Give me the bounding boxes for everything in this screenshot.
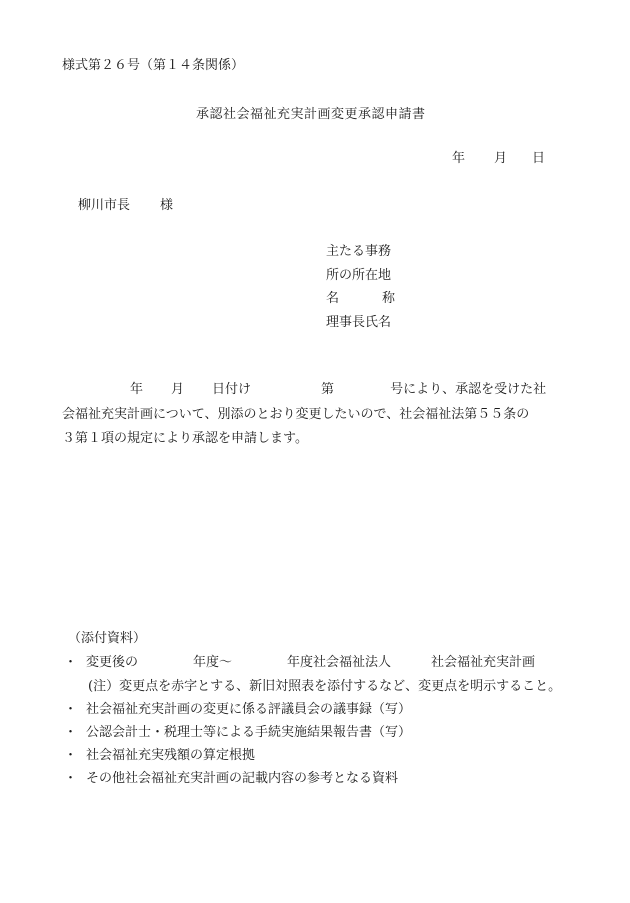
name-label-b: 称 [382, 291, 396, 306]
item1-part-a: 変更後の [86, 655, 139, 670]
body-year-label: 年 [130, 382, 144, 397]
attachment-item-5 [64, 772, 398, 785]
application-body [62, 378, 567, 452]
item3-text: 公認会計士・税理士等による手続実施結果報告書（写） [86, 725, 412, 740]
body-line-3: ３第１項の規定により承認を申請します。 [62, 431, 308, 446]
date-year-label: 年 [452, 151, 466, 166]
item2-text: 社会福祉充実計画の変更に係る評議員会の議事録（写） [86, 702, 412, 717]
body-month-label: 月 [171, 382, 185, 397]
addressee [78, 199, 173, 212]
corporation-name-label [326, 292, 395, 316]
bullet: ・ [64, 655, 78, 670]
document-title: 承認社会福祉充実計画変更承認申請書 [196, 107, 426, 122]
bullet: ・ [64, 771, 78, 786]
form-number: 様式第２６号（第１４条関係） [62, 58, 245, 73]
chair-name-label: 理事長氏名 [326, 314, 392, 330]
body-dated-label: 日付け [212, 382, 252, 397]
item1-part-d: 社会福祉充実計画 [431, 655, 536, 670]
office-label-line1: 主たる事務 [326, 244, 392, 259]
attachment-note: (注）変更点を赤字とする、新旧対照表を添付するなど、変更点を明示すること。 [88, 679, 562, 694]
addressee-honorific: 様 [160, 198, 174, 213]
office-label-line2: 所の所在地 [326, 267, 392, 283]
body-number-prefix: 第 [321, 382, 335, 397]
body-line1-rest: 号により、承認を受けた社 [390, 382, 547, 397]
applicant-block [326, 245, 395, 339]
addressee-name: 柳川市長 [78, 198, 131, 213]
attachment-item-2 [64, 703, 411, 716]
date-month-label: 月 [494, 151, 508, 166]
attachments-heading: （添付資料） [68, 631, 147, 646]
date-day-label: 日 [532, 151, 546, 166]
bullet: ・ [64, 725, 78, 740]
attachment-item-4 [64, 749, 255, 762]
attachment-item-1 [64, 656, 535, 669]
attachment-item-3 [64, 726, 411, 739]
bullet: ・ [64, 702, 78, 717]
item4-text: 社会福祉充実残額の算定根拠 [86, 748, 256, 763]
item1-part-c: 年度社会福祉法人 [287, 655, 392, 670]
body-line-1 [62, 378, 567, 403]
item5-text: その他社会福祉充実計画の記載内容の参考となる資料 [86, 771, 399, 786]
item1-part-b: 年度～ [193, 655, 233, 670]
bullet: ・ [64, 748, 78, 763]
name-label-a: 名 [326, 291, 340, 306]
body-line-2: 会福祉充実計画について、別添のとおり変更したいので、社会福祉法第５５条の [62, 406, 530, 422]
date-line [452, 152, 545, 165]
